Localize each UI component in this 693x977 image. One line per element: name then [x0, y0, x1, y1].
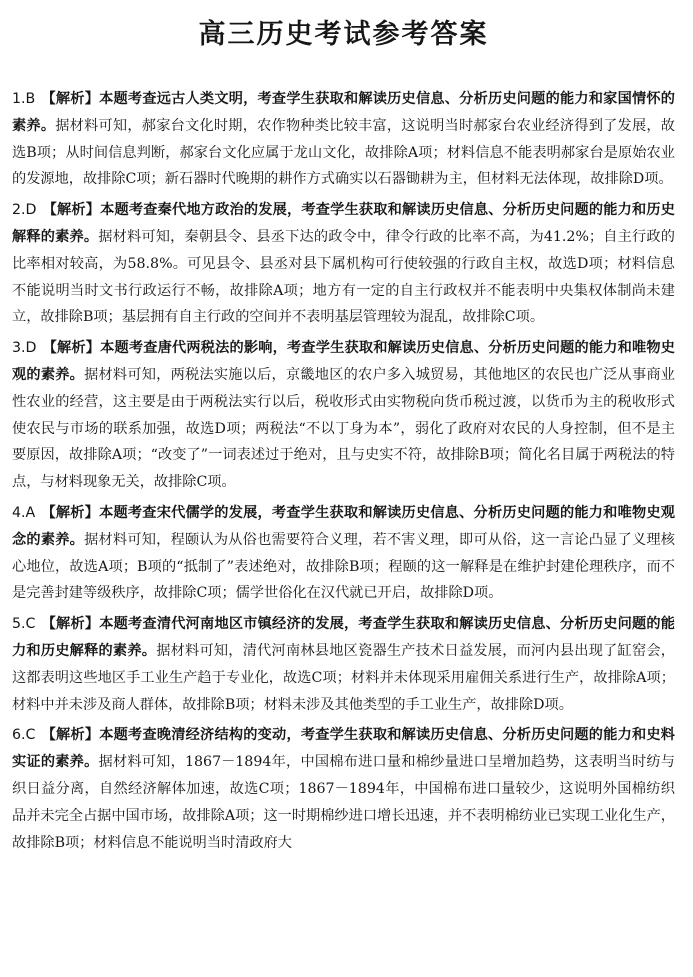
answer-item-6 — [12, 722, 675, 856]
analysis-tag: 【解析】 — [42, 202, 101, 219]
analysis-tag: 【解析】 — [41, 616, 100, 633]
answer-number: 6.C — [12, 727, 36, 744]
analysis-intro: 本题考查晚清经济结构的变动，考查学生获取和解读历史信息、分析历史问题的能力和史料实证的素养。 — [12, 727, 675, 771]
analysis-tag: 【解析】 — [41, 727, 100, 744]
analysis-intro: 本题考查秦代地方政治的发展，考查学生获取和解读历史信息、分析历史问题的能力和历史解释的素养。 — [12, 202, 675, 245]
analysis-body: 据材料可知，程颐认为从俗也需要符合义理，若不害义理，即可从俗，这一言论凸显了义理核心地位，故选A项；B项的“抵制了”表述绝对，故排除B项；程颐的这一解释是在维护封建伦理秩序，而不是完善封建等级秩序，故排除C项；儒学世俗化在汉代就已开启，故排除D项。 — [12, 531, 675, 602]
analysis-intro: 本题考查清代河南地区市镇经济的发展，考查学生获取和解读历史信息、分析历史问题的能力和历史解释的素养。 — [12, 616, 675, 659]
answer-item-1 — [12, 86, 675, 193]
analysis-tag: 【解析】 — [42, 340, 101, 357]
analysis-tag: 【解析】 — [41, 91, 100, 107]
answer-number: 2.D — [12, 202, 37, 219]
page-title: 高三历史考试参考答案 — [198, 19, 489, 50]
answer-number: 3.D — [12, 340, 37, 357]
answer-list — [12, 86, 675, 856]
answer-number: 4.A — [12, 504, 36, 521]
analysis-body: 据材料可知，1867－1894年，中国棉布进口量和棉纱量进口呈增加趋势，这表明当时纺与织日益分离，自然经济解体加速，故选C项；1867－1894年，中国棉布进口量较少，这说明外国棉纺织品并未完全占据中国市场，故排除A项；这一时期棉纱进口增长迅速，并不表明棉纺业已实现工业化生产，故排除B项；材料信息不能说明当时清政府大 — [12, 754, 675, 851]
analysis-intro: 本题考查远古人类文明，考查学生获取和解读历史信息、分析历史问题的能力和家国情怀的素养。 — [12, 91, 675, 134]
answer-item-5 — [12, 611, 675, 718]
answer-item-3 — [12, 335, 675, 496]
answer-item-4 — [12, 500, 675, 607]
answer-item-2 — [12, 197, 675, 331]
analysis-intro: 本题考查唐代两税法的影响，考查学生获取和解读历史信息、分析历史问题的能力和唯物史观的素养。 — [12, 340, 675, 383]
analysis-body: 据材料可知，两税法实施以后，京畿地区的农户多入城贸易，其他地区的农民也广泛从事商业性农业的经营，这主要是由于两税法实行以后，税收形式由实物税向货币税过渡，以货币为主的税收形式使农民与市场的联系加强，故选D项；两税法“不以丁身为本”，弱化了政府对农民的人身控制，但不是主要原因，故排除A项；“改变了”一词表述过于绝对，且与史实不符，故排除B项；简化名目属于两税法的特点，与材料现象无关，故排除C项。 — [12, 366, 675, 491]
answer-number: 5.C — [12, 616, 36, 633]
analysis-body: 据材料可知，郝家台文化时期，农作物种类比较丰富，这说明当时郝家台农业经济得到了发展，故选B项；从时间信息判断，郝家台文化应属于龙山文化，故排除A项；材料信息不能表明郝家台是原始农业的发源地，故排除C项；新石器时代晚期的耕作方式确实以石器锄耕为主，但材料无法体现，故排除D项。 — [12, 117, 675, 188]
analysis-body: 据材料可知，清代河南林县地区瓷器生产技术日益发展，而河内县出现了缸窑会，这都表明这些地区手工业生产趋于专业化，故选C项；材料并未体现采用雇佣关系进行生产，故排除A项；材料中并未涉及商人群体，故排除B项；材料未涉及其他类型的手工业生产，故排除D项。 — [12, 642, 675, 713]
analysis-body: 据材料可知，秦朝县令、县丞下达的政令中，律令行政的比率不高，为41.2%；自主行政的比率相对较高，为58.8%。可见县令、县丞对县下属机构可行使较强的行政自主权，故选D项；材料信息不能说明当时文书行政运行不畅，故排除A项；地方有一定的自主行政权并不能表明中央集权体制尚未建立，故排除B项；基层拥有自主行政的空间并不表明基层管理较为混乱，故排除C项。 — [12, 228, 675, 326]
analysis-tag: 【解析】 — [41, 504, 100, 521]
analysis-intro: 本题考查宋代儒学的发展，考查学生获取和解读历史信息、分析历史问题的能力和唯物史观念的素养。 — [12, 504, 675, 548]
answer-number: 1.B — [12, 91, 36, 107]
